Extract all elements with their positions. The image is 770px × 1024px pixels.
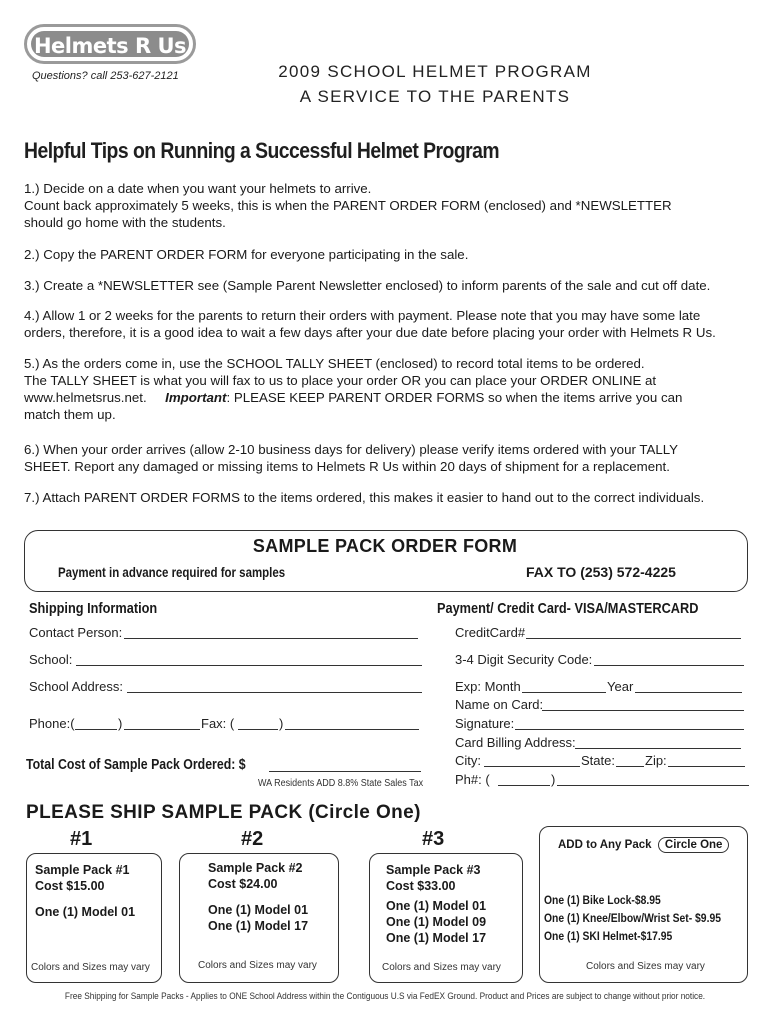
- phone-paren: ): [118, 716, 123, 731]
- tip-2: 2.) Copy the PARENT ORDER FORM for everyone participating in the sale.: [24, 247, 469, 262]
- pack-1-box[interactable]: [26, 853, 162, 983]
- tip-1: 1.) Decide on a date when you want your helmets to arrive. Count back approximately 5 weeks, this is when the PARENT ORDER FORM (enclosed) and *NEWSLETTER should go home with the students.: [24, 181, 672, 230]
- cc-label: CreditCard#: [455, 625, 526, 640]
- fax-number: FAX TO (253) 572-4225: [526, 564, 676, 580]
- phone-label: Phone:(: [29, 716, 75, 731]
- pack-2-item-1: One (1) Model 01: [208, 903, 309, 917]
- pack-1-cost: Cost $15.00: [35, 879, 105, 893]
- signature-label: Signature:: [455, 716, 515, 731]
- city-field[interactable]: [484, 766, 580, 767]
- pack-1-note: Colors and Sizes may vary: [31, 962, 150, 973]
- pack-2-box[interactable]: [179, 853, 339, 983]
- address-field[interactable]: [127, 692, 422, 693]
- exp-month-field[interactable]: [522, 692, 606, 693]
- ship-title: PLEASE SHIP SAMPLE PACK (Circle One): [26, 802, 421, 823]
- phone-number-field[interactable]: [124, 729, 200, 730]
- security-field[interactable]: [594, 665, 744, 666]
- pack-2-item-2: One (1) Model 17: [208, 919, 309, 933]
- tips-title: Helpful Tips on Running a Successful Helmet Program: [24, 138, 500, 163]
- exp-year-label: Year: [607, 679, 634, 694]
- fax-paren: ): [279, 716, 284, 731]
- total-field[interactable]: [269, 771, 421, 772]
- pack-3-item-3: One (1) Model 17: [386, 931, 487, 945]
- phone-area-field[interactable]: [75, 729, 117, 730]
- total-label: Total Cost of Sample Pack Ordered: $: [26, 757, 246, 773]
- tax-note: WA Residents ADD 8.8% State Sales Tax: [258, 778, 424, 789]
- tip-7: 7.) Attach PARENT ORDER FORMS to the items ordered, this makes it easier to hand out to the correct individuals.: [24, 490, 705, 505]
- exp-year-field[interactable]: [635, 692, 742, 693]
- zip-label: Zip:: [645, 753, 667, 768]
- ph-paren: ): [551, 772, 556, 787]
- addon-header: ADD to Any Pack Circle One: [558, 839, 729, 851]
- ph-label: Ph#: (: [455, 772, 490, 787]
- pack-1-item: One (1) Model 01: [35, 905, 136, 919]
- logo: [24, 24, 196, 64]
- pack-3-number[interactable]: #3: [422, 828, 445, 850]
- shipping-heading: Shipping Information: [29, 600, 158, 617]
- addon-pad-set[interactable]: One (1) Knee/Elbow/Wrist Set- $9.95: [544, 913, 721, 925]
- pack-1-name: Sample Pack #1: [35, 863, 130, 877]
- addon-circle-one: Circle One: [658, 837, 730, 853]
- school-label: School:: [29, 652, 73, 667]
- contact-label: Contact Person:: [29, 625, 123, 640]
- exp-month-label: Exp: Month: [455, 679, 521, 694]
- billing-field[interactable]: [575, 748, 741, 749]
- pack-3-item-1: One (1) Model 01: [386, 899, 487, 913]
- pack-2-name: Sample Pack #2: [208, 861, 303, 875]
- state-label: State:: [581, 753, 615, 768]
- tip-6: 6.) When your order arrives (allow 2-10 business days for delivery) please verify items ordered with your TALLY SHEET. Report any damaged or missing items to Helmets R Us within 20 days of shipment for a replacement.: [24, 442, 679, 474]
- city-label: City:: [455, 753, 481, 768]
- tip-4: 4.) Allow 1 or 2 weeks for the parents to return their orders with payment. Please note that you may have some late orders, therefore, it is a good idea to wait a few days after your due date before placing your order with Helmets R Us.: [24, 308, 716, 340]
- address-label: School Address:: [29, 679, 123, 694]
- pack-3-name: Sample Pack #3: [386, 863, 481, 877]
- cc-field[interactable]: [526, 638, 741, 639]
- pack-3-cost: Cost $33.00: [386, 879, 456, 893]
- pack-1-number[interactable]: #1: [70, 828, 93, 850]
- fax-number-field[interactable]: [285, 729, 419, 730]
- program-subtitle: A SERVICE TO THE PARENTS: [299, 87, 571, 106]
- fax-area-field[interactable]: [238, 729, 278, 730]
- pack-3-note: Colors and Sizes may vary: [382, 962, 501, 973]
- addon-bike-lock[interactable]: One (1) Bike Lock-$8.95: [544, 895, 661, 907]
- payment-note: Payment in advance required for samples: [58, 564, 286, 580]
- pack-2-number[interactable]: #2: [241, 828, 264, 850]
- ph-area-field[interactable]: [498, 785, 550, 786]
- pack-3-item-2: One (1) Model 09: [386, 915, 487, 929]
- pack-2-cost: Cost $24.00: [208, 877, 278, 891]
- form-title: SAMPLE PACK ORDER FORM: [252, 536, 518, 556]
- questions-phone: Questions? call 253-627-2121: [32, 70, 179, 82]
- security-label: 3-4 Digit Security Code:: [455, 652, 593, 667]
- contact-field[interactable]: [124, 638, 418, 639]
- fax-label: Fax: (: [201, 716, 235, 731]
- logo-text: Helmets R Us: [33, 34, 187, 58]
- pack-3-box[interactable]: [369, 853, 523, 983]
- billing-label: Card Billing Address:: [455, 735, 576, 750]
- addon-note: Colors and Sizes may vary: [586, 961, 705, 972]
- tip-3: 3.) Create a *NEWSLETTER see (Sample Parent Newsletter enclosed) to inform parents of the sale and cut off date.: [24, 278, 711, 293]
- program-title: 2009 SCHOOL HELMET PROGRAM: [278, 62, 592, 81]
- ph-number-field[interactable]: [557, 785, 749, 786]
- payment-heading: Payment/ Credit Card- VISA/MASTERCARD: [437, 600, 699, 617]
- pack-2-note: Colors and Sizes may vary: [198, 960, 317, 971]
- tip-5: 5.) As the orders come in, use the SCHOOL TALLY SHEET (enclosed) to record total items to be ordered. The TALLY SHEET is what you will fax to us to place your order OR you can place your ORDER ONLINE at www.helmetsrus.net. Important: PLEASE KEEP PARENT ORDER FORMS so when the items arrive you can match them up.: [24, 356, 683, 422]
- zip-field[interactable]: [668, 766, 745, 767]
- name-on-card-field[interactable]: [542, 710, 744, 711]
- addon-box[interactable]: [539, 826, 748, 983]
- school-field[interactable]: [76, 665, 422, 666]
- shipping-footer: Free Shipping for Sample Packs - Applies to ONE School Address within the Contiguous U.S via FedEX Ground. Product and Prices are subject to change without prior notice.: [64, 991, 706, 1001]
- state-field[interactable]: [616, 766, 644, 767]
- signature-field[interactable]: [515, 729, 744, 730]
- name-on-card-label: Name on Card:: [455, 697, 544, 712]
- addon-ski-helmet[interactable]: One (1) SKI Helmet-$17.95: [544, 931, 673, 943]
